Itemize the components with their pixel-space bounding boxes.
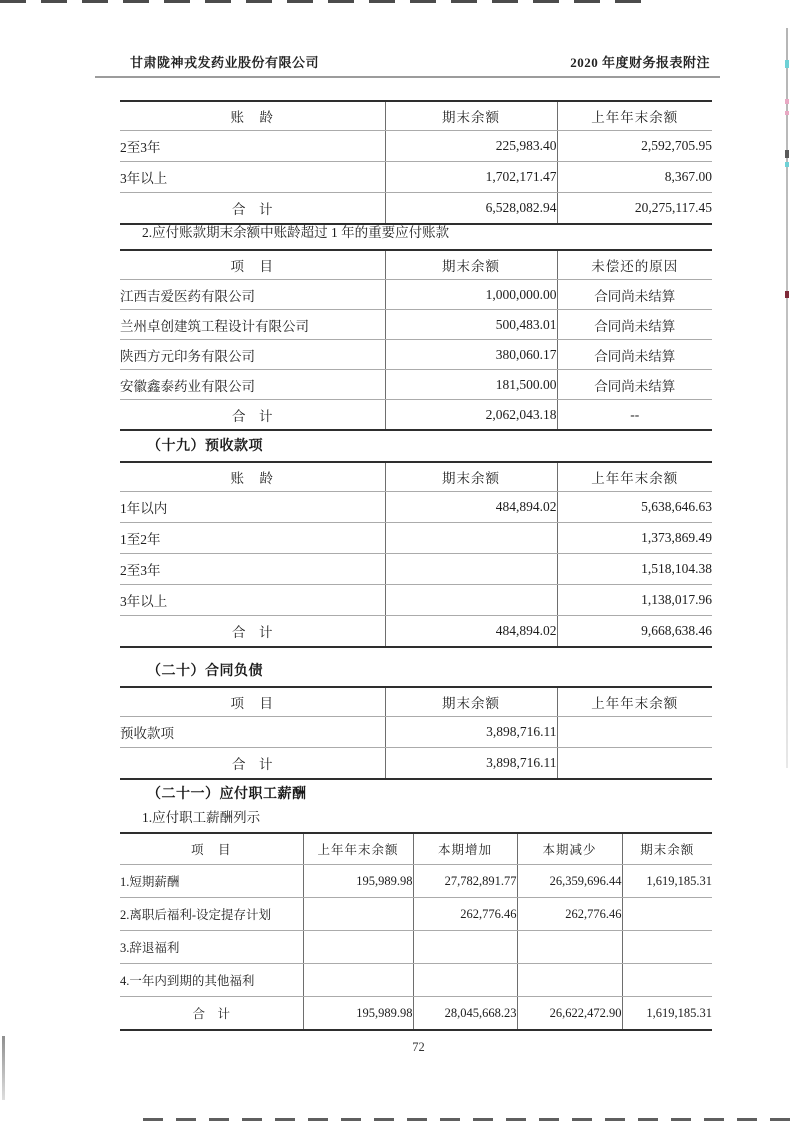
scan-color-tick	[785, 162, 789, 167]
cell-value	[385, 554, 557, 585]
cell-value	[557, 748, 712, 780]
scan-artifact-bottom-edge	[143, 1118, 793, 1121]
cell-value: 225,983.40	[385, 131, 557, 162]
cell-value: 500,483.01	[385, 310, 557, 340]
cell-value: 8,367.00	[557, 162, 712, 193]
cell-value: 1,619,185.31	[622, 865, 712, 898]
cell-value: 5,638,646.63	[557, 492, 712, 523]
cell-value: 181,500.00	[385, 370, 557, 400]
total-row	[120, 748, 712, 780]
header-row	[120, 250, 712, 280]
cell-value	[303, 931, 413, 964]
header-row	[120, 833, 712, 865]
cell-value: 26,622,472.90	[517, 997, 622, 1031]
scan-color-tick	[785, 291, 789, 298]
total-row	[120, 193, 712, 225]
scan-artifact-right-edge	[786, 28, 788, 768]
cell-value: 380,060.17	[385, 340, 557, 370]
cell-value: 6,528,082.94	[385, 193, 557, 225]
scan-color-tick	[785, 150, 789, 158]
cell-label: 合 计	[232, 202, 273, 217]
cell-value: 1,518,104.38	[557, 554, 712, 585]
table-row	[120, 310, 712, 340]
header-row	[120, 101, 712, 131]
cell-value: 484,894.02	[385, 492, 557, 523]
column-header: 项 目	[120, 833, 303, 865]
cell-label: 3年以上	[120, 585, 385, 616]
scan-color-tick	[785, 111, 789, 115]
cell-value: 20,275,117.45	[557, 193, 712, 225]
cell-value: 1,702,171.47	[385, 162, 557, 193]
cell-label: 预收款项	[120, 717, 385, 748]
cell-value: 1,138,017.96	[557, 585, 712, 616]
cell-value	[517, 931, 622, 964]
cell-label: 江西吉爱医药有限公司	[120, 280, 385, 310]
table-row	[120, 585, 712, 616]
cell-label: 1至2年	[120, 523, 385, 554]
cell-value: 262,776.46	[413, 898, 517, 931]
table-row	[120, 554, 712, 585]
cell-value	[413, 931, 517, 964]
cell-value: 1,373,869.49	[557, 523, 712, 554]
cell-label: 合 计	[192, 1007, 230, 1021]
contract-liabilities-table-wrap	[120, 686, 712, 780]
cell-label: 1年以内	[120, 492, 385, 523]
page-header	[130, 52, 710, 71]
column-header: 期末余额	[385, 101, 557, 131]
table-row	[120, 131, 712, 162]
column-header: 未偿还的原因	[557, 250, 712, 280]
table-row	[120, 523, 712, 554]
cell-label: 2至3年	[120, 131, 385, 162]
column-header: 期末余额	[385, 687, 557, 717]
cell-value: 195,989.98	[303, 997, 413, 1031]
cell-label: 安徽鑫泰药业有限公司	[120, 370, 385, 400]
payables-aging-table-wrap	[120, 100, 712, 225]
cell-value	[622, 898, 712, 931]
cell-label: 合 计	[232, 757, 273, 772]
document-title: 2020 年度财务报表附注	[570, 55, 710, 70]
table-row	[120, 964, 712, 997]
contract-liabilities-table	[120, 686, 712, 780]
cell-value: 26,359,696.44	[517, 865, 622, 898]
table-row	[120, 162, 712, 193]
total-row	[120, 616, 712, 648]
cell-label: 4.一年内到期的其他福利	[120, 964, 303, 997]
cell-value: 195,989.98	[303, 865, 413, 898]
cell-reason: 合同尚未结算	[557, 280, 712, 310]
cell-value: 3,898,716.11	[385, 748, 557, 780]
cell-value: 1,000,000.00	[385, 280, 557, 310]
column-header: 期末余额	[622, 833, 712, 865]
scan-color-tick	[785, 99, 789, 104]
total-row	[120, 400, 712, 431]
column-header: 上年年末余额	[557, 687, 712, 717]
cell-label: 2.离职后福利-设定提存计划	[120, 898, 303, 931]
cell-label: 1.短期薪酬	[120, 865, 303, 898]
subsection-21-1: 1.应付职工薪酬列示	[142, 810, 261, 825]
total-row	[120, 997, 712, 1031]
column-header: 上年年末余额	[557, 462, 712, 492]
cell-label: 兰州卓创建筑工程设计有限公司	[120, 310, 385, 340]
cell-value	[517, 964, 622, 997]
cell-reason: 合同尚未结算	[557, 310, 712, 340]
advances-aging-table-wrap	[120, 461, 712, 648]
cell-value	[385, 585, 557, 616]
cell-value: 1,619,185.31	[622, 997, 712, 1031]
cell-value	[622, 964, 712, 997]
column-header: 本期增加	[413, 833, 517, 865]
header-row	[120, 687, 712, 717]
cell-value	[385, 523, 557, 554]
column-header: 账 龄	[120, 101, 385, 131]
advances-aging-table	[120, 461, 712, 648]
cell-reason: 合同尚未结算	[557, 370, 712, 400]
header-row	[120, 462, 712, 492]
column-header: 期末余额	[385, 462, 557, 492]
section-heading-19: （十九）预收款项	[147, 439, 263, 454]
cell-value	[303, 898, 413, 931]
table-row	[120, 717, 712, 748]
important-payables-table-wrap	[120, 249, 712, 431]
column-header: 项 目	[120, 687, 385, 717]
cell-value: 3,898,716.11	[385, 717, 557, 748]
company-name: 甘肃陇神戎发药业股份有限公司	[130, 55, 320, 70]
table-row	[120, 865, 712, 898]
scan-artifact-top-edge	[0, 0, 652, 3]
column-header: 本期减少	[517, 833, 622, 865]
section-heading-20: （二十）合同负债	[147, 664, 263, 679]
cell-value: 262,776.46	[517, 898, 622, 931]
header-divider	[95, 76, 720, 78]
table-row	[120, 370, 712, 400]
cell-label: 合 计	[232, 408, 273, 424]
column-header: 期末余额	[385, 250, 557, 280]
cell-value	[303, 964, 413, 997]
cell-value: 2,592,705.95	[557, 131, 712, 162]
payables-aging-table	[120, 100, 712, 225]
cell-reason: 合同尚未结算	[557, 340, 712, 370]
table-row	[120, 898, 712, 931]
cell-value: 28,045,668.23	[413, 997, 517, 1031]
table-row	[120, 340, 712, 370]
column-header: 上年年末余额	[557, 101, 712, 131]
cell-label: 2至3年	[120, 554, 385, 585]
cell-label: 3年以上	[120, 162, 385, 193]
employee-compensation-table	[120, 832, 712, 1031]
column-header: 账 龄	[120, 462, 385, 492]
cell-value	[413, 964, 517, 997]
cell-value	[557, 717, 712, 748]
scan-color-tick	[785, 60, 789, 68]
column-header: 上年年末余额	[303, 833, 413, 865]
cell-value: 27,782,891.77	[413, 865, 517, 898]
page-number: 72	[412, 1040, 425, 1054]
section-heading-21: （二十一）应付职工薪酬	[147, 787, 307, 802]
cell-value: 9,668,638.46	[557, 616, 712, 648]
table-row	[120, 492, 712, 523]
table-row	[120, 280, 712, 310]
cell-value: 2,062,043.18	[385, 400, 557, 431]
table-row	[120, 931, 712, 964]
employee-compensation-table-wrap	[120, 832, 712, 1031]
important-payables-table	[120, 249, 712, 431]
cell-reason: --	[557, 400, 712, 431]
cell-label: 合 计	[232, 625, 273, 640]
cell-label: 3.辞退福利	[120, 931, 303, 964]
column-header: 项 目	[120, 250, 385, 280]
cell-label: 陕西方元印务有限公司	[120, 340, 385, 370]
note-important-payables: 2.应付账款期末余额中账龄超过 1 年的重要应付账款	[142, 225, 450, 240]
cell-value	[622, 931, 712, 964]
cell-value: 484,894.02	[385, 616, 557, 648]
